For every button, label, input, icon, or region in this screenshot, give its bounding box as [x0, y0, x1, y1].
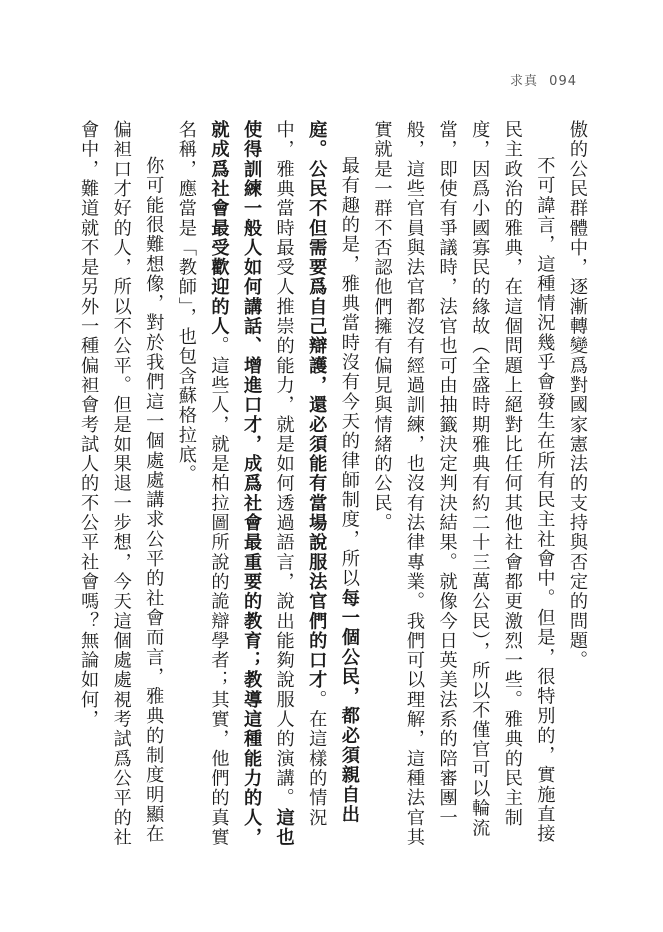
text-run: 不可諱言，這種情況幾乎會發生在所有民主社會中。但是，很特別的，實施直接民主政治的雅典，在這個問題上絕對比任何其他社會都更激烈一些。雅典的民主制度，因爲小國寡民的緣故（全盛時期雅典有約二十三萬公民），所以不僅官可以輪流當，即使有爭議時，法官也可由抽籤決定判決結果。就像今日英美法系的陪審團一般，這些官員與法官都沒有經過訓練，也沒有法律專業。我們可以理解，這種法官其實就是一群不否認他們擁有偏見與情緒的公民。	[371, 120, 556, 848]
paragraph	[169, 120, 365, 860]
paragraph	[72, 120, 170, 860]
running-title: 求真	[510, 74, 539, 89]
text-run: 最有趣的是，雅典當時沒有今天的律師制度，所以	[338, 156, 360, 589]
text-run: 。這些人，就是柏拉圖所說的詭辯學者；其實，他們的真實名稱，應當是「教師」，也包含蘇格拉底。	[175, 120, 230, 848]
page-header	[510, 70, 577, 89]
text-run: 傲的公民群體中，逐漸轉變爲對國家憲法的支持與否定的問題。	[567, 120, 588, 671]
paragraph	[560, 120, 593, 860]
bold-text-run: 這也使得訓練一般人如何講話、增進口才，成爲社會最重要的教育；教導這種能力的人，就成爲社會最受歡迎的人	[208, 120, 295, 848]
page-number: 094	[549, 74, 577, 89]
text-run: 。在這樣的情況中，雅典當時最受人推崇的能力，就是如何透過語言，說出能夠說服人的演講。	[273, 120, 328, 828]
text-run: 你可能很難想像，對於我們這一個處處講求公平的社會而言，雅典的制度明顯在偏袒口才好的人，所以不公平。但是如果退一步想，今天這個處處視考試爲公平的社會中，難道就不是另外一種偏袒會考試人的不公平社會嗎？無論如何，	[78, 120, 165, 848]
bold-text-run: 每一個公民，都必須親自出庭。公民不但需要爲自己辯護，還必須能有當場說服法官們的口才	[306, 120, 360, 825]
vertical-text-body	[73, 120, 593, 860]
paragraph	[365, 120, 561, 860]
